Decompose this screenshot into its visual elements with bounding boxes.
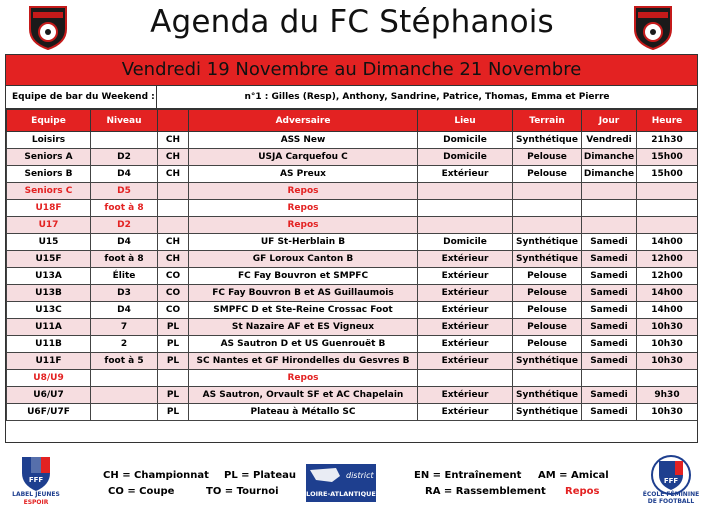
district-logo xyxy=(306,464,376,502)
table-row xyxy=(7,132,698,149)
cell-equipe: Seniors C xyxy=(7,183,91,200)
cell-equipe: U8/U9 xyxy=(7,370,91,387)
cell-comp: PL xyxy=(158,319,189,336)
table-row xyxy=(7,336,698,353)
svg-text:FFF: FFF xyxy=(663,477,679,485)
cell-jour: Samedi xyxy=(582,251,637,268)
table-row xyxy=(7,302,698,319)
cell-equipe: Seniors A xyxy=(7,149,91,166)
cell-niveau: D5 xyxy=(91,183,158,200)
cell-jour: Samedi xyxy=(582,319,637,336)
table-row xyxy=(7,370,698,387)
bar-team-label: Equipe de bar du Weekend : xyxy=(6,86,157,108)
cell-heure: 15h00 xyxy=(637,166,698,183)
cell-heure xyxy=(637,370,698,387)
cell-terrain: Synthétique xyxy=(513,404,582,421)
cell-lieu: Extérieur xyxy=(418,285,513,302)
cell-lieu: Extérieur xyxy=(418,166,513,183)
cell-jour: Samedi xyxy=(582,268,637,285)
cell-lieu: Extérieur xyxy=(418,319,513,336)
cell-lieu xyxy=(418,370,513,387)
cell-niveau: D4 xyxy=(91,166,158,183)
column-header: Terrain xyxy=(513,110,582,132)
table-row xyxy=(7,268,698,285)
cell-niveau xyxy=(91,387,158,404)
table-row xyxy=(7,234,698,251)
cell-equipe: U13C xyxy=(7,302,91,319)
cell-terrain: Pelouse xyxy=(513,319,582,336)
cell-heure: 14h00 xyxy=(637,285,698,302)
cell-comp: CO xyxy=(158,302,189,319)
cell-lieu: Domicile xyxy=(418,132,513,149)
cell-comp: CH xyxy=(158,132,189,149)
cell-terrain: Pelouse xyxy=(513,302,582,319)
cell-niveau: D4 xyxy=(91,234,158,251)
cell-equipe: U17 xyxy=(7,217,91,234)
table-row xyxy=(7,251,698,268)
cell-heure: 10h30 xyxy=(637,336,698,353)
cell-adversaire: St Nazaire AF et ES Vigneux xyxy=(189,319,418,336)
legend-pl: PL = Plateau xyxy=(224,470,296,481)
cell-heure: 10h30 xyxy=(637,404,698,421)
cell-lieu: Extérieur xyxy=(418,404,513,421)
cell-jour: Samedi xyxy=(582,387,637,404)
cell-niveau xyxy=(91,132,158,149)
cell-jour: Samedi xyxy=(582,302,637,319)
cell-niveau: Élite xyxy=(91,268,158,285)
column-header: Heure xyxy=(637,110,698,132)
cell-adversaire: Repos xyxy=(189,200,418,217)
legend-am: AM = Amical xyxy=(538,470,609,481)
legend-footer xyxy=(0,445,704,515)
cell-jour: Samedi xyxy=(582,234,637,251)
cell-equipe: U13B xyxy=(7,285,91,302)
cell-equipe: U11B xyxy=(7,336,91,353)
cell-lieu: Domicile xyxy=(418,234,513,251)
column-header xyxy=(158,110,189,132)
cell-equipe: Seniors B xyxy=(7,166,91,183)
cell-heure: 12h00 xyxy=(637,268,698,285)
column-header: Jour xyxy=(582,110,637,132)
cell-terrain: Pelouse xyxy=(513,166,582,183)
cell-niveau: D4 xyxy=(91,302,158,319)
cell-jour: Vendredi xyxy=(582,132,637,149)
table-row xyxy=(7,353,698,370)
label-jeunes-sub: ESPOIR xyxy=(23,499,49,506)
cell-comp xyxy=(158,183,189,200)
cell-jour xyxy=(582,217,637,234)
cell-adversaire: SMPFC D et Ste-Reine Crossac Foot xyxy=(189,302,418,319)
cell-heure: 14h00 xyxy=(637,234,698,251)
column-header: Lieu xyxy=(418,110,513,132)
cell-comp: CO xyxy=(158,285,189,302)
table-row xyxy=(7,166,698,183)
cell-lieu: Extérieur xyxy=(418,336,513,353)
cell-adversaire: AS Preux xyxy=(189,166,418,183)
table-row xyxy=(7,217,698,234)
cell-comp xyxy=(158,217,189,234)
cell-jour: Dimanche xyxy=(582,166,637,183)
cell-lieu: Extérieur xyxy=(418,251,513,268)
cell-lieu: Extérieur xyxy=(418,387,513,404)
cell-heure: 10h30 xyxy=(637,319,698,336)
cell-terrain: Pelouse xyxy=(513,268,582,285)
label-jeunes-caption: LABEL JEUNES xyxy=(12,491,60,498)
cell-jour: Samedi xyxy=(582,336,637,353)
table-row xyxy=(7,387,698,404)
bar-team-row xyxy=(6,86,697,109)
cell-comp: PL xyxy=(158,387,189,404)
cell-terrain: Pelouse xyxy=(513,285,582,302)
cell-heure: 15h00 xyxy=(637,149,698,166)
cell-equipe: U15F xyxy=(7,251,91,268)
legend-ch: CH = Championnat xyxy=(103,470,209,481)
cell-adversaire: Plateau à Métallo SC xyxy=(189,404,418,421)
cell-adversaire: FC Fay Bouvron et SMPFC xyxy=(189,268,418,285)
agenda-frame xyxy=(5,54,698,443)
legend-ra: RA = Rassemblement xyxy=(425,486,546,497)
cell-niveau: foot à 5 xyxy=(91,353,158,370)
cell-adversaire: Repos xyxy=(189,370,418,387)
cell-adversaire: Repos xyxy=(189,183,418,200)
cell-comp: PL xyxy=(158,353,189,370)
cell-adversaire: ASS New xyxy=(189,132,418,149)
legend-repos: Repos xyxy=(565,486,600,497)
cell-comp: CH xyxy=(158,149,189,166)
cell-jour: Samedi xyxy=(582,404,637,421)
cell-comp: PL xyxy=(158,336,189,353)
cell-adversaire: GF Loroux Canton B xyxy=(189,251,418,268)
cell-niveau: foot à 8 xyxy=(91,200,158,217)
cell-terrain: Synthétique xyxy=(513,234,582,251)
column-header: Adversaire xyxy=(189,110,418,132)
cell-adversaire: Repos xyxy=(189,217,418,234)
cell-terrain: Pelouse xyxy=(513,336,582,353)
cell-terrain xyxy=(513,217,582,234)
table-row xyxy=(7,319,698,336)
bar-team-value: n°1 : Gilles (Resp), Anthony, Sandrine, Patrice, Thomas, Emma et Pierre xyxy=(244,92,610,102)
cell-jour xyxy=(582,370,637,387)
cell-adversaire: UF St-Herblain B xyxy=(189,234,418,251)
date-banner: Vendredi 19 Novembre au Dimanche 21 Novembre xyxy=(6,55,697,86)
cell-equipe: U18F xyxy=(7,200,91,217)
cell-lieu: Extérieur xyxy=(418,268,513,285)
column-header: Niveau xyxy=(91,110,158,132)
cell-niveau: 2 xyxy=(91,336,158,353)
cell-heure xyxy=(637,183,698,200)
cell-niveau: foot à 8 xyxy=(91,251,158,268)
page-title: Agenda du FC Stéphanois xyxy=(150,4,554,40)
cell-terrain: Synthétique xyxy=(513,353,582,370)
cell-heure: 14h00 xyxy=(637,302,698,319)
cell-comp: CO xyxy=(158,268,189,285)
cell-jour xyxy=(582,200,637,217)
cell-terrain: Synthétique xyxy=(513,251,582,268)
cell-lieu xyxy=(418,200,513,217)
schedule-table xyxy=(6,109,698,421)
cell-lieu: Extérieur xyxy=(418,353,513,370)
cell-comp: CH xyxy=(158,166,189,183)
cell-equipe: U6F/U7F xyxy=(7,404,91,421)
table-row xyxy=(7,183,698,200)
cell-heure xyxy=(637,217,698,234)
cell-lieu: Domicile xyxy=(418,149,513,166)
legend-co: CO = Coupe xyxy=(108,486,175,497)
cell-heure: 10h30 xyxy=(637,353,698,370)
cell-terrain: Synthétique xyxy=(513,387,582,404)
cell-jour: Samedi xyxy=(582,353,637,370)
cell-heure: 21h30 xyxy=(637,132,698,149)
cell-lieu xyxy=(418,217,513,234)
cell-adversaire: AS Sautron D et US Guenrouët B xyxy=(189,336,418,353)
cell-comp xyxy=(158,200,189,217)
cell-niveau: D3 xyxy=(91,285,158,302)
cell-niveau: D2 xyxy=(91,149,158,166)
cell-niveau xyxy=(91,370,158,387)
cell-terrain: Synthétique xyxy=(513,132,582,149)
svg-text:LOIRE-ATLANTIQUE: LOIRE-ATLANTIQUE xyxy=(306,490,376,498)
cell-heure: 12h00 xyxy=(637,251,698,268)
cell-niveau: 7 xyxy=(91,319,158,336)
cell-jour xyxy=(582,183,637,200)
cell-comp: CH xyxy=(158,251,189,268)
table-row xyxy=(7,404,698,421)
svg-text:district: district xyxy=(346,471,374,480)
cell-adversaire: SC Nantes et GF Hirondelles du Gesvres B xyxy=(189,353,418,370)
ecole-feminine-caption: ÉCOLE FÉMININE DE FOOTBALL xyxy=(642,491,700,505)
legend-en: EN = Entraînement xyxy=(414,470,522,481)
cell-comp: CH xyxy=(158,234,189,251)
cell-terrain xyxy=(513,200,582,217)
cell-terrain: Pelouse xyxy=(513,149,582,166)
table-header-row xyxy=(7,110,698,132)
table-row xyxy=(7,149,698,166)
cell-comp xyxy=(158,370,189,387)
cell-heure xyxy=(637,200,698,217)
cell-jour: Dimanche xyxy=(582,149,637,166)
cell-equipe: U11A xyxy=(7,319,91,336)
club-crest-logo xyxy=(24,3,72,51)
table-row xyxy=(7,200,698,217)
cell-equipe: Loisirs xyxy=(7,132,91,149)
cell-heure: 9h30 xyxy=(637,387,698,404)
legend-to: TO = Tournoi xyxy=(206,486,279,497)
cell-adversaire: USJA Carquefou C xyxy=(189,149,418,166)
cell-jour: Samedi xyxy=(582,285,637,302)
cell-adversaire: FC Fay Bouvron B et AS Guillaumois xyxy=(189,285,418,302)
club-crest-logo xyxy=(629,3,677,51)
cell-adversaire: AS Sautron, Orvault SF et AC Chapelain xyxy=(189,387,418,404)
column-header: Equipe xyxy=(7,110,91,132)
cell-terrain xyxy=(513,370,582,387)
cell-equipe: U15 xyxy=(7,234,91,251)
cell-equipe: U6/U7 xyxy=(7,387,91,404)
cell-equipe: U11F xyxy=(7,353,91,370)
cell-niveau xyxy=(91,404,158,421)
cell-lieu xyxy=(418,183,513,200)
cell-terrain xyxy=(513,183,582,200)
table-row xyxy=(7,285,698,302)
cell-comp: PL xyxy=(158,404,189,421)
fff-text: FFF xyxy=(28,476,44,484)
cell-niveau: D2 xyxy=(91,217,158,234)
cell-lieu: Extérieur xyxy=(418,302,513,319)
cell-equipe: U13A xyxy=(7,268,91,285)
